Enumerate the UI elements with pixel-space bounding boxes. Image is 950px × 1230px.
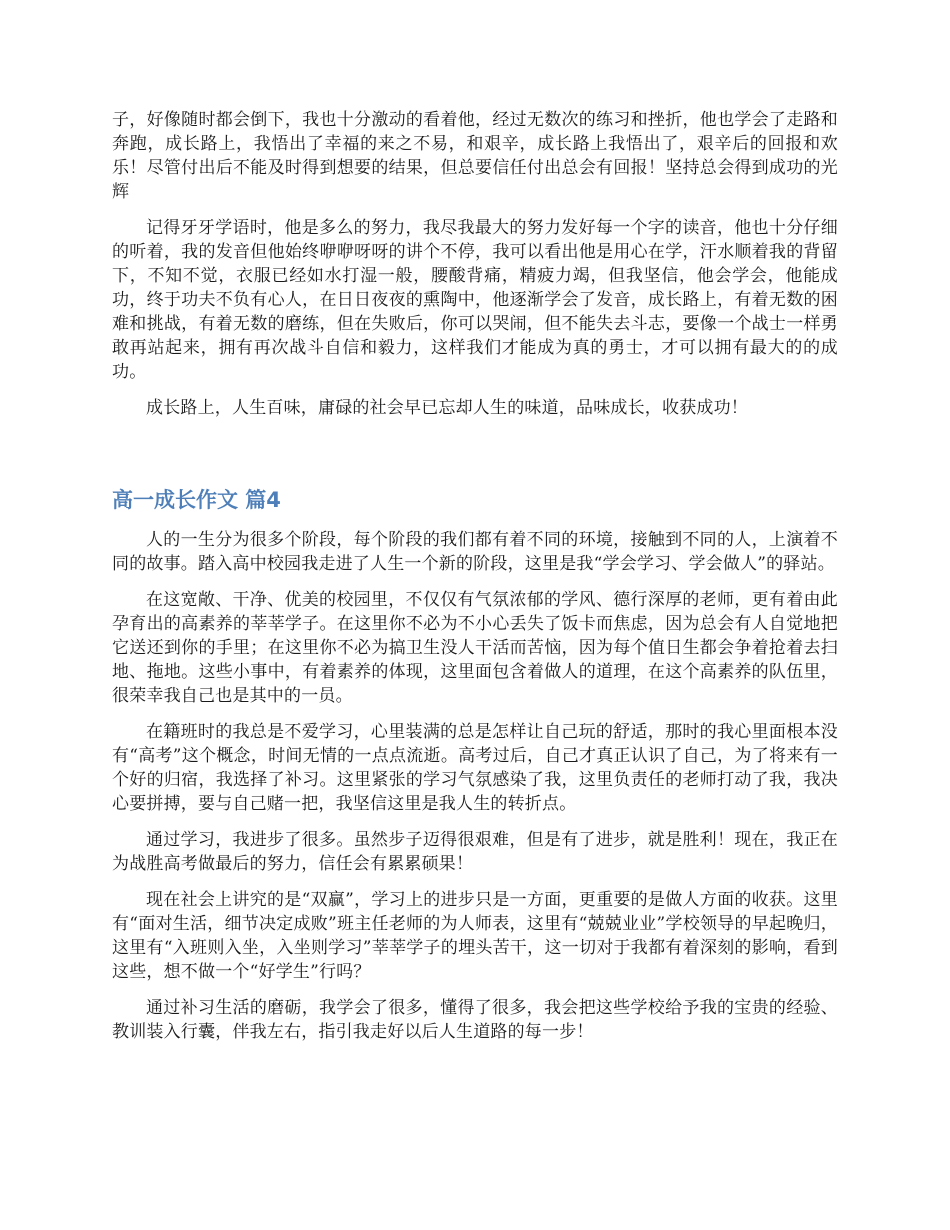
paragraph: 通过学习，我进步了很多。虽然步子迈得很艰难，但是有了进步，就是胜利！现在，我正在为战胜高考做最后的努力，信任会有累累硕果！ xyxy=(112,830,838,874)
paragraph: 通过补习生活的磨砺，我学会了很多，懂得了很多，我会把这些学校给予我的宝贵的经验、教训装入行囊，伴我左右，指引我走好以后人生道路的每一步！ xyxy=(112,998,838,1042)
paragraph-continued: 子，好像随时都会倒下，我也十分激动的看着他，经过无数次的练习和挫折，他也学会了走路和奔跑，成长路上，我悟出了幸福的来之不易，和艰辛，成长路上我悟出了，艰辛后的回报和欢乐！尽管付出后不能及时得到想要的结果，但总要信任付出总会有回报！坚持总会得到成功的光辉 xyxy=(112,110,838,202)
paragraph: 现在社会上讲究的是“双赢”，学习上的进步只是一方面，更重要的是做人方面的收获。这里有“面对生活，细节决定成败”班主任老师的为人师表，这里有“兢兢业业”学校领导的早起晚归，这里有“入班则入坐，入坐则学习”莘莘学子的埋头苦干，这一切对于我都有着深刻的影响，看到这些，想不做一个“好学生”行吗？ xyxy=(112,890,838,982)
paragraph: 记得牙牙学语时，他是多么的努力，我尽我最大的努力发好每一个字的读音，他也十分仔细的听着，我的发音但他始终咿咿呀呀的讲个不停，我可以看出他是用心在学，汗水顺着我的背留下，不知不觉，衣服已经如水打湿一般，腰酸背痛，精疲力竭，但我坚信，他会学会，他能成功，终于功夫不负有心人，在日日夜夜的熏陶中，他逐渐学会了发音，成长路上，有着无数的困难和挑战，有着无数的磨练，但在失败后，你可以哭闹，但不能失去斗志，要像一个战士一样勇敢再站起来，拥有再次战斗自信和毅力，这样我们才能成为真的勇士，才可以拥有最大的的成功。 xyxy=(112,218,838,382)
section-heading: 高一成长作文 篇4 xyxy=(112,488,281,512)
paragraph: 在这宽敞、干净、优美的校园里，不仅仅有气氛浓郁的学风、德行深厚的老师，更有着由此孕育出的高素养的莘莘学子。在这里你不必为不小心丢失了饭卡而焦虑，因为总会有人自觉地把它送还到你的手里；在这里你不必为搞卫生没人干活而苦恼，因为每个值日生都会争着抢着去扫地、拖地。这些小事中，有着素养的体现，这里面包含着做人的道理，在这个高素养的队伍里，很荣幸我自己也是其中的一员。 xyxy=(112,590,838,706)
paragraph: 在籍班时的我总是不爱学习，心里装满的总是怎样让自己玩的舒适，那时的我心里面根本没有“高考”这个概念，时间无情的一点点流逝。高考过后，自己才真正认识了自己，为了将来有一个好的归宿，我选择了补习。这里紧张的学习气氛感染了我，这里负责任的老师打动了我，我决心要拼搏，要与自己赌一把，我坚信这里是我人生的转折点。 xyxy=(112,722,838,814)
paragraph: 人的一生分为很多个阶段，每个阶段的我们都有着不同的环境，接触到不同的人，上演着不同的故事。踏入高中校园我走进了人生一个新的阶段，这里是我“学会学习、学会做人”的驿站。 xyxy=(112,530,838,574)
paragraph: 成长路上，人生百味，庸碌的社会早已忘却人生的味道，品味成长，收获成功！ xyxy=(146,398,748,418)
